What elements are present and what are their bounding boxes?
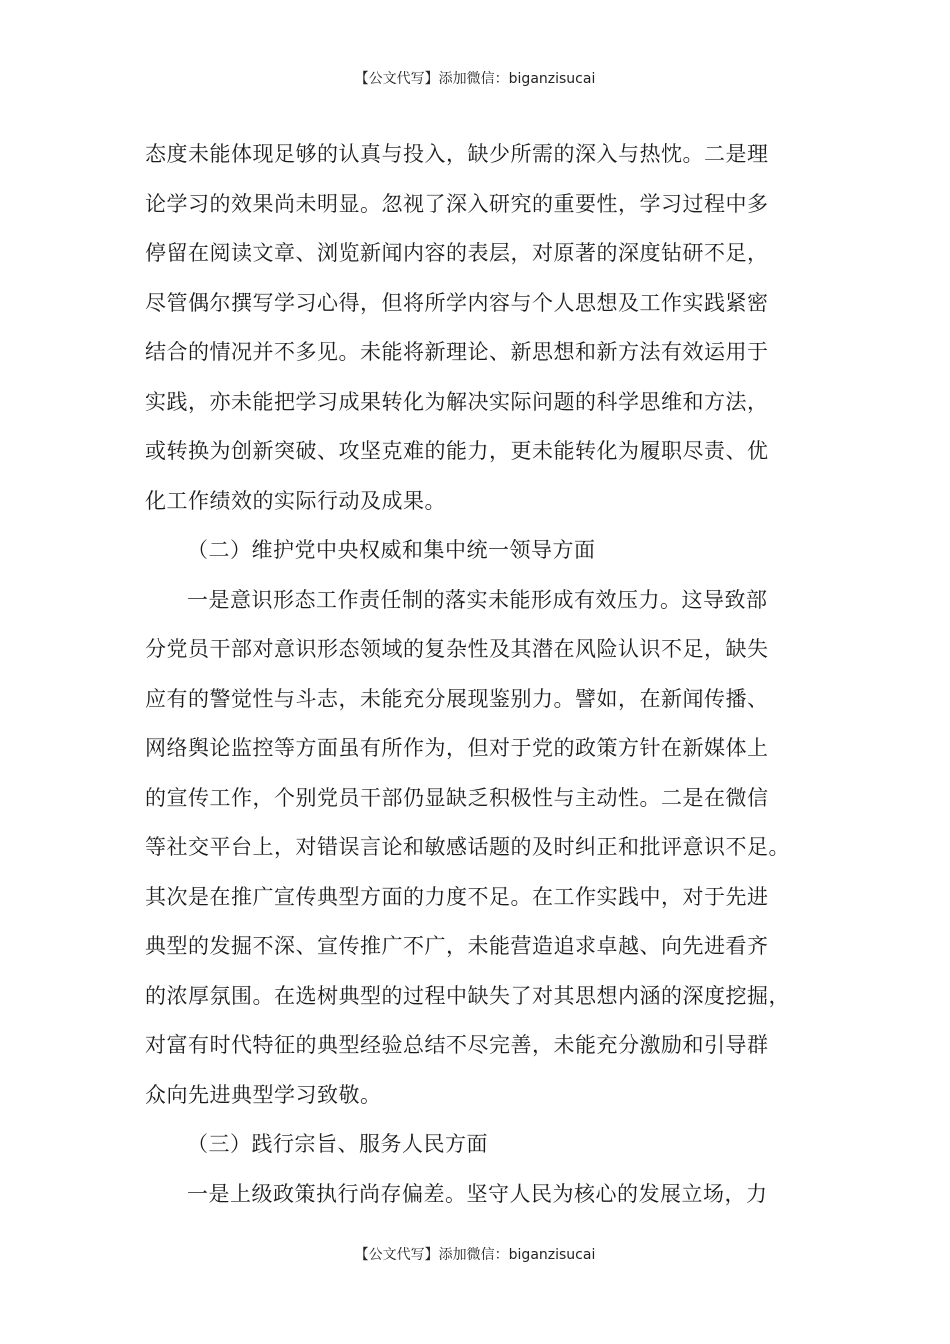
text-line: 的宣传工作，个别党员干部仍显缺乏积极性与主动性。二是在微信 <box>145 785 769 810</box>
text-line: 结合的情况并不多见。未能将新理论、新思想和新方法有效运用于 <box>145 340 769 364</box>
section-heading: （三）践行宗旨、服务人民方面 <box>187 1132 488 1156</box>
page-header: 【公文代写】添加微信：biganzisucai <box>354 71 596 87</box>
text-line: 停留在阅读文章、浏览新闻内容的表层，对原著的深度钻研不足， <box>145 241 769 265</box>
text-line: 众向先进典型学习致敬。 <box>145 1082 382 1107</box>
text-line: 对富有时代特征的典型经验总结不尽完善，未能充分激励和引导群 <box>145 1033 769 1057</box>
text-line: 论学习的效果尚未明显。忽视了深入研究的重要性，学习过程中多 <box>145 191 769 216</box>
text-line: 一是意识形态工作责任制的落实未能形成有效压力。这导致部 <box>187 587 768 612</box>
text-line: 分党员干部对意识形态领域的复杂性及其潜在风险认识不足，缺失 <box>145 637 769 661</box>
section-heading: （二）维护党中央权威和集中统一领导方面 <box>187 538 596 562</box>
text-line: 实践，亦未能把学习成果转化为解决实际问题的科学思维和方法， <box>145 389 769 414</box>
text-line: 应有的警觉性与斗志，未能充分展现鉴别力。譬如，在新闻传播、 <box>145 686 769 711</box>
text-line: 的浓厚氛围。在选树典型的过程中缺失了对其思想内涵的深度挖掘， <box>145 983 790 1008</box>
text-line: 网络舆论监控等方面虽有所作为，但对于党的政策方针在新媒体上 <box>145 736 769 760</box>
text-line: 其次是在推广宣传典型方面的力度不足。在工作实践中，对于先进 <box>145 884 769 909</box>
text-line: 态度未能体现足够的认真与投入，缺少所需的深入与热忱。二是理 <box>145 142 769 166</box>
text-line: 或转换为创新突破、攻坚克难的能力，更未能转化为履职尽责、优 <box>145 439 769 463</box>
text-line: 一是上级政策执行尚存偏差。坚守人民为核心的发展立场，力 <box>187 1181 768 1206</box>
page-footer: 【公文代写】添加微信：biganzisucai <box>354 1247 596 1263</box>
text-line: 等社交平台上，对错误言论和敏感话题的及时纠正和批评意识不足。 <box>145 835 790 859</box>
text-line: 典型的发掘不深、宣传推广不广，未能营造追求卓越、向先进看齐 <box>145 934 769 958</box>
text-line: 化工作绩效的实际行动及成果。 <box>145 488 446 513</box>
text-line: 尽管偶尔撰写学习心得，但将所学内容与个人思想及工作实践紧密 <box>145 290 769 315</box>
document-body <box>145 130 810 1219</box>
